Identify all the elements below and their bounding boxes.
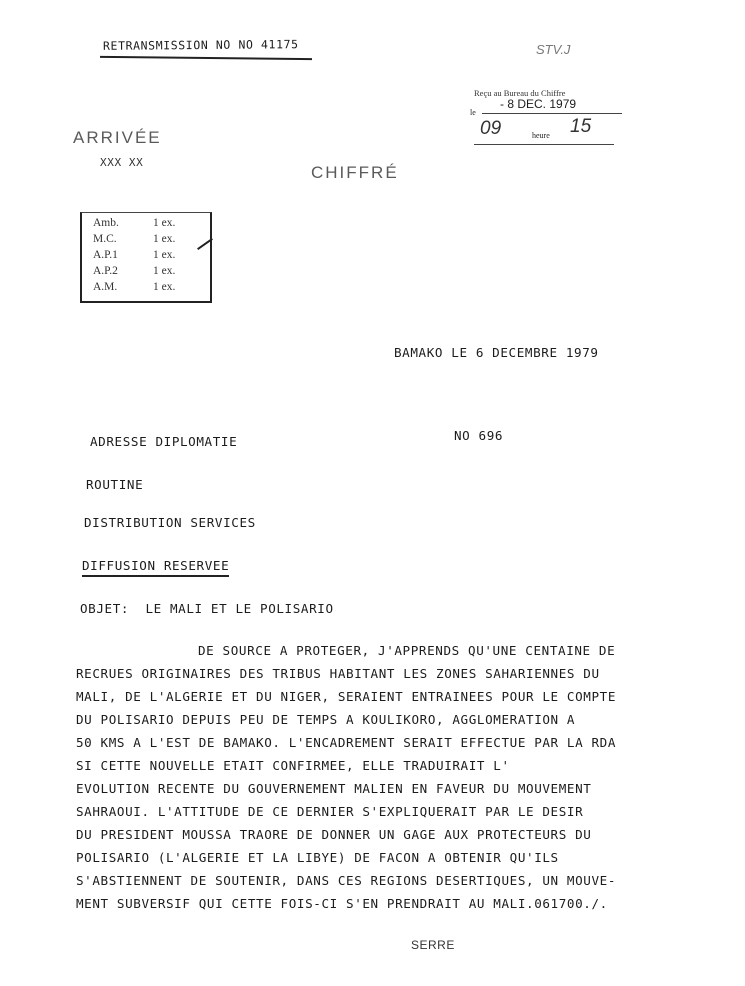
receipt-hour: 09 (480, 118, 502, 139)
priority-line: ROUTINE (86, 477, 144, 492)
body-line: DU POLISARIO DEPUIS PEU DE TEMPS A KOULIKORO, AGGLOMERATION A (76, 712, 576, 727)
telegram-number: NO 696 (454, 428, 504, 443)
distribution-recipient: A.P.2 (93, 265, 118, 277)
body-line: MALI, DE L'ALGERIE ET DU NIGER, SERAIENT ENTRAINEES POUR LE COMPTE (76, 689, 617, 704)
distribution-recipient: Amb. (93, 217, 119, 229)
distribution-copies: 1 ex. (153, 249, 176, 261)
receipt-label: Reçu au Bureau du Chiffre (474, 88, 566, 98)
body-line: RECRUES ORIGINAIRES DES TRIBUS HABITANT LES ZONES SAHARIENNES DU (76, 666, 600, 681)
distribution-box (80, 212, 212, 303)
distribution-row (93, 265, 175, 277)
distribution-row (93, 217, 175, 229)
body-line: DU PRESIDENT MOUSSA TRAORE DE DONNER UN GAGE AUX PROTECTEURS DU (76, 827, 592, 842)
distribution-row (93, 233, 175, 245)
signature: SERRE (411, 938, 455, 952)
checkmark-icon (197, 238, 213, 250)
distribution-copies: 1 ex. (153, 265, 176, 277)
transmission-reference: RETRANSMISSION NO NO 41175 (102, 37, 299, 53)
place-date: BAMAKO LE 6 DECEMBRE 1979 (394, 345, 599, 360)
distribution-recipient: A.P.1 (93, 249, 118, 261)
address-line: ADRESSE DIPLOMATIE (90, 434, 238, 449)
subject-line: OBJET: LE MALI ET LE POLISARIO (80, 601, 334, 616)
receipt-time-line (474, 144, 614, 145)
body-line: S'ABSTIENNENT DE SOUTENIR, DANS CES REGIONS DESERTIQUES, UN MOUVE- (76, 873, 617, 888)
arrivee-stamp-sub: XXX XX (100, 156, 144, 169)
receipt-heure-label: heure (532, 131, 550, 140)
receipt-le-label: le (470, 108, 476, 117)
receipt-minutes: 15 (570, 116, 592, 137)
arrivee-stamp: ARRIVÉE (73, 128, 162, 147)
distribution-row (93, 249, 175, 261)
distribution-copies: 1 ex. (153, 233, 176, 245)
receipt-date: - 8 DEC. 1979 (500, 97, 577, 111)
distribution-recipient: M.C. (93, 233, 117, 245)
transmission-reference-underline (100, 56, 312, 60)
diffusion-line: DIFFUSION RESERVEE (82, 558, 229, 577)
body-line: EVOLUTION RECENTE DU GOUVERNEMENT MALIEN EN FAVEUR DU MOUVEMENT (76, 781, 592, 796)
distribution-copies: 1 ex. (153, 281, 176, 293)
chiffre-stamp: CHIFFRÉ (311, 163, 399, 182)
receipt-date-line (482, 113, 622, 114)
handwritten-annotation: STV.J (536, 42, 571, 57)
distribution-recipient: A.M. (93, 281, 118, 293)
body-line: 50 KMS A L'EST DE BAMAKO. L'ENCADREMENT SERAIT EFFECTUE PAR LA RDA (76, 735, 617, 750)
body-line: SI CETTE NOUVELLE ETAIT CONFIRMEE, ELLE TRADUIRAIT L' (76, 758, 510, 773)
body-line: POLISARIO (L'ALGERIE ET LA LIBYE) DE FACON A OBTENIR QU'ILS (76, 850, 559, 865)
body-line: DE SOURCE A PROTEGER, J'APPRENDS QU'UNE CENTAINE DE (198, 643, 616, 658)
distribution-row (93, 281, 175, 293)
body-line: MENT SUBVERSIF QUI CETTE FOIS-CI S'EN PRENDRAIT AU MALI.061700./. (76, 896, 608, 911)
receipt-stamp (470, 88, 620, 259)
distribution-line: DISTRIBUTION SERVICES (84, 515, 256, 530)
distribution-copies: 1 ex. (153, 217, 176, 229)
body-line: SAHRAOUI. L'ATTITUDE DE CE DERNIER S'EXPLIQUERAIT PAR LE DESIR (76, 804, 584, 819)
